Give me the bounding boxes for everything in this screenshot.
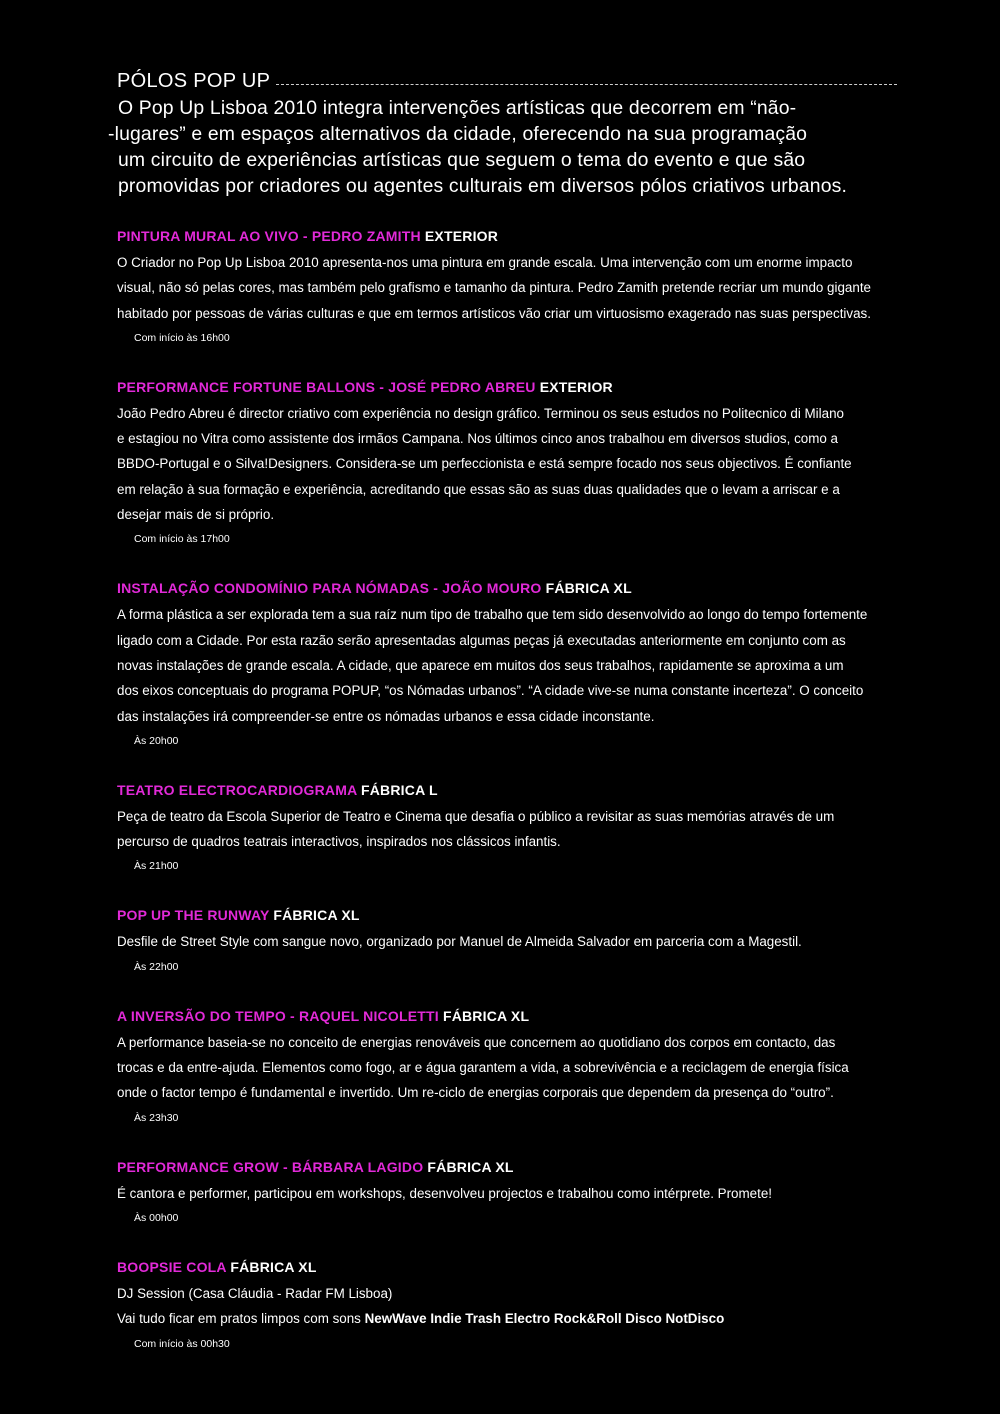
event-name: POP UP THE RUNWAY	[117, 907, 270, 924]
description-line: dos eixos conceptuais do programa POPUP, “os Nómadas urbanos”. “A cidade vive-se numa constante incerteza”. O conceito	[117, 683, 864, 699]
event-name: TEATRO ELECTROCARDIOGRAMA	[117, 781, 357, 798]
event-time: Às 21h00	[134, 860, 179, 873]
event-name: INSTALAÇÃO CONDOMÍNIO PARA NÓMADAS - JOÃO MOURO	[117, 580, 542, 597]
event-title	[117, 781, 917, 799]
event-description	[117, 250, 912, 326]
event-venue: FÁBRICA XL	[545, 580, 632, 597]
description-line: DJ Session (Casa Cláudia - Radar FM Lisboa)	[117, 1285, 393, 1301]
intro-line: um circuito de experiências artísticas que seguem o tema do evento e que são	[118, 149, 806, 171]
event-venue: EXTERIOR	[539, 378, 613, 395]
description-line: ligado com a Cidade. Por esta razão serão apresentadas algumas peças já executadas anteriormente em conjunto com as	[117, 632, 846, 648]
intro-line: -lugares” e em espaços alternativos da cidade, oferecendo na sua programação	[108, 123, 808, 145]
description-line: desejar mais de si próprio.	[117, 507, 275, 523]
description-line: percurso de quadros teatrais interactivos, inspirados nos clássicos infantis.	[117, 834, 561, 850]
event-title	[117, 378, 917, 396]
event-venue: EXTERIOR	[424, 228, 499, 244]
description-line: BBDO-Portugal e o Silva!Designers. Considera-se um perfeccionista e está sempre focado nos seus objectivos. É confiante	[117, 456, 852, 472]
description-line: onde o factor tempo é fundamental e invertido. Um re-ciclo de energias corporais que dependem da presença do “outro”.	[117, 1085, 834, 1101]
event-name: BOOPSIE COLA	[117, 1258, 227, 1275]
event-name: PERFORMANCE GROW - BÁRBARA LAGIDO	[117, 1158, 424, 1175]
event-description	[117, 401, 912, 527]
intro-line: promovidas por criadores ou agentes culturais em diversos pólos criativos urbanos.	[118, 175, 848, 197]
description-line	[117, 1306, 912, 1331]
description-line: O Criador no Pop Up Lisboa 2010 apresenta-nos uma pintura em grande escala. Uma intervenção com um enorme impacto	[117, 255, 853, 270]
description-line: habitado por pessoas de várias culturas e que em termos artísticos vão criar um virtuosismo exagerado nas suas perspectivas.	[117, 305, 871, 321]
section-header	[117, 70, 897, 93]
event-title	[117, 906, 917, 924]
event-title	[117, 1007, 917, 1025]
event-description	[117, 1181, 912, 1206]
description-line: das instalações irá compreender-se entre os nómadas urbanos e essa cidade inconstante.	[117, 708, 655, 724]
event-time: Com início às 00h30	[134, 1337, 230, 1350]
event-description	[117, 929, 912, 954]
event-title	[117, 1158, 917, 1176]
event-title	[117, 1258, 917, 1276]
event-item	[117, 1158, 917, 1226]
description-line: É cantora e performer, participou em workshops, desenvolveu projectos e trabalhou como intérprete. Promete!	[117, 1185, 772, 1201]
event-description	[117, 1030, 912, 1106]
event-item	[117, 1258, 917, 1352]
event-time: Às 00h00	[134, 1211, 179, 1224]
event-time: Às 23h30	[134, 1111, 179, 1124]
event-list	[117, 227, 917, 1352]
intro-paragraph	[108, 95, 928, 199]
section-title: PÓLOS POP UP	[117, 70, 271, 92]
event-item	[117, 781, 917, 875]
description-line: Desfile de Street Style com sangue novo, organizado por Manuel de Almeida Salvador em parceria com a Magestil.	[117, 934, 802, 950]
event-description	[117, 602, 912, 728]
description-line: em relação à sua formação e experiência, acreditando que essas são as suas duas qualidades que o levam a arriscar e a	[117, 481, 840, 497]
music-styles: NewWave Indie Trash Electro Rock&Roll Disco NotDisco	[364, 1311, 725, 1327]
event-venue: FÁBRICA XL	[427, 1158, 514, 1175]
event-item	[117, 906, 917, 974]
event-item	[117, 378, 917, 547]
dashed-divider	[276, 84, 897, 85]
description-line: Peça de teatro da Escola Superior de Teatro e Cinema que desafia o público a revisitar as suas memórias através de um	[117, 808, 835, 824]
event-venue: FÁBRICA XL	[273, 907, 360, 924]
event-title	[117, 579, 917, 597]
event-time: Com início às 17h00	[134, 533, 230, 546]
event-time: Às 20h00	[134, 734, 179, 747]
description-line: trocas e da entre-ajuda. Elementos como fogo, ar e água garantem a vida, a sobrevivência e a reciclagem de energia física	[117, 1060, 849, 1076]
event-venue: FÁBRICA L	[360, 781, 438, 798]
event-time: Às 22h00	[134, 960, 179, 973]
description-line: A forma plástica a ser explorada tem a sua raíz num tipo de trabalho que tem sido desenvolvido ao longo do tempo fortemente	[117, 607, 868, 623]
description-line: e estagiou no Vitra como assistente dos irmãos Campana. Nos últimos cinco anos trabalhou em diversos studios, como a	[117, 431, 838, 447]
event-description	[117, 1281, 912, 1332]
event-venue: FÁBRICA XL	[442, 1007, 530, 1024]
event-name: PERFORMANCE FORTUNE BALLONS - JOSÉ PEDRO ABREU	[117, 378, 536, 395]
description-line: visual, não só pelas cores, mas também pelo grafismo e tamanho da pintura. Pedro Zamith pretende recriar um mundo gigante	[117, 280, 871, 296]
event-time: Com início às 16h00	[134, 331, 230, 344]
event-item	[117, 227, 917, 346]
description-line: A performance baseia-se no conceito de energias renováveis que concernem ao quotidiano dos corpos em contacto, das	[117, 1034, 836, 1050]
event-venue: FÁBRICA XL	[230, 1258, 317, 1275]
event-title	[117, 227, 917, 245]
event-name: PINTURA MURAL AO VIVO - PEDRO ZAMITH	[117, 228, 421, 244]
event-description	[117, 804, 912, 855]
event-name: A INVERSÃO DO TEMPO - RAQUEL NICOLETTI	[117, 1007, 439, 1024]
event-item	[117, 1007, 917, 1126]
description-line: João Pedro Abreu é director criativo com experiência no design gráfico. Terminou os seus estudos no Politecnico di Milano	[117, 405, 844, 421]
event-item	[117, 579, 917, 748]
intro-line: O Pop Up Lisboa 2010 integra intervenções artísticas que decorrem em “não-	[118, 97, 797, 119]
description-line: novas instalações de grande escala. A cidade, que aparece em muitos dos seus trabalhos, rapidamente se aproxima a um	[117, 657, 844, 673]
description-text: Vai tudo ficar em pratos limpos com sons	[117, 1311, 361, 1327]
